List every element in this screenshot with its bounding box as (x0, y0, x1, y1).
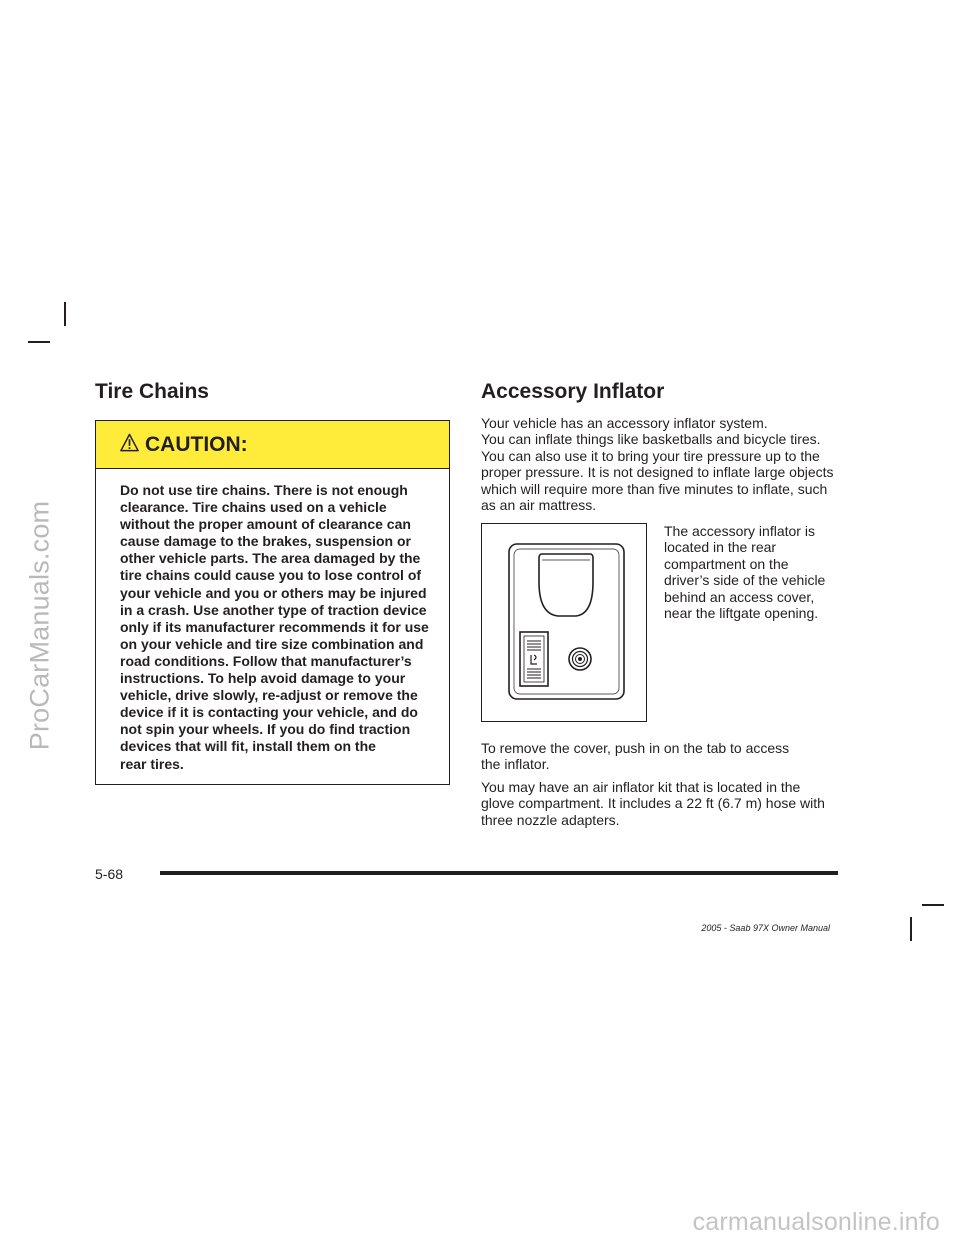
cover-paragraph: To remove the cover, push in on the tab to access the inflator. (481, 740, 790, 773)
accessory-inflator-panel-illustration (481, 523, 647, 722)
caution-line: without the proper amount of clearance can (120, 516, 411, 533)
caution-line: rear tires. (120, 755, 184, 772)
caution-line: not spin your wheels. If you do find traction (120, 721, 411, 738)
caution-line: vehicle, drive slowly, re-adjust or remove the (120, 687, 418, 704)
caution-header (96, 421, 449, 469)
caution-line: device if it is contacting your vehicle, and do (120, 704, 418, 721)
caution-line: devices that will fit, install them on the (120, 738, 376, 755)
caution-title: CAUTION: (145, 432, 248, 456)
caution-line: instructions. To help avoid damage to your (120, 670, 406, 687)
caution-box (95, 420, 450, 785)
crop-mark-top-horizontal (28, 341, 50, 343)
kit-paragraph: You may have an air inflator kit that is located in the glove compartment. It includes a 22 ft (6.7 m) hose with three nozzle adapters. (481, 779, 825, 828)
caution-line: road conditions. Follow that manufacturer’s (120, 652, 412, 669)
intro-paragraph: Your vehicle has an accessory inflator system. You can inflate things like basketballs and bicycle tires. You can also use it to bring your tire pressure up to the proper pressure. It is not designed to inflate large objects which will require more than five minutes to inflate, such as an air mattress. (481, 415, 834, 514)
caution-line: Do not use tire chains. There is not enough (120, 482, 408, 498)
caution-line: cause damage to the brakes, suspension or (120, 533, 411, 550)
caution-line: on your vehicle and tire size combination and (120, 635, 424, 652)
crop-mark-bottom-horizontal (922, 904, 944, 906)
caution-line: only if its manufacturer recommends it for use (120, 618, 429, 635)
warning-triangle-icon (120, 433, 139, 457)
tire-chains-heading: Tire Chains (95, 380, 209, 403)
caution-line: other vehicle parts. The area damaged by the (120, 550, 421, 567)
caution-text (120, 482, 429, 773)
caution-line: in a crash. Use another type of traction device (120, 601, 427, 618)
crop-mark-top-vertical (64, 302, 66, 326)
crop-mark-bottom-vertical (910, 917, 912, 941)
bottom-watermark: carmanualsonline.info (692, 1208, 940, 1236)
accessory-inflator-heading: Accessory Inflator (481, 380, 665, 403)
side-watermark-text: ProCarManuals.com (24, 500, 55, 750)
location-paragraph: The accessory inflator is located in the rear compartment on the driver’s side of the vehicle behind an access cover, near the liftgate opening. (664, 523, 826, 622)
side-watermark (20, 460, 60, 790)
manual-title: 2005 - Saab 97X Owner Manual (701, 923, 830, 933)
caution-line: your vehicle and you or others may be injured (120, 584, 427, 601)
caution-line: tire chains could cause you to lose control of (120, 567, 422, 584)
footer-rule (160, 871, 838, 875)
page-number: 5-68 (95, 866, 124, 882)
caution-line: clearance. Tire chains used on a vehicle (120, 499, 387, 516)
